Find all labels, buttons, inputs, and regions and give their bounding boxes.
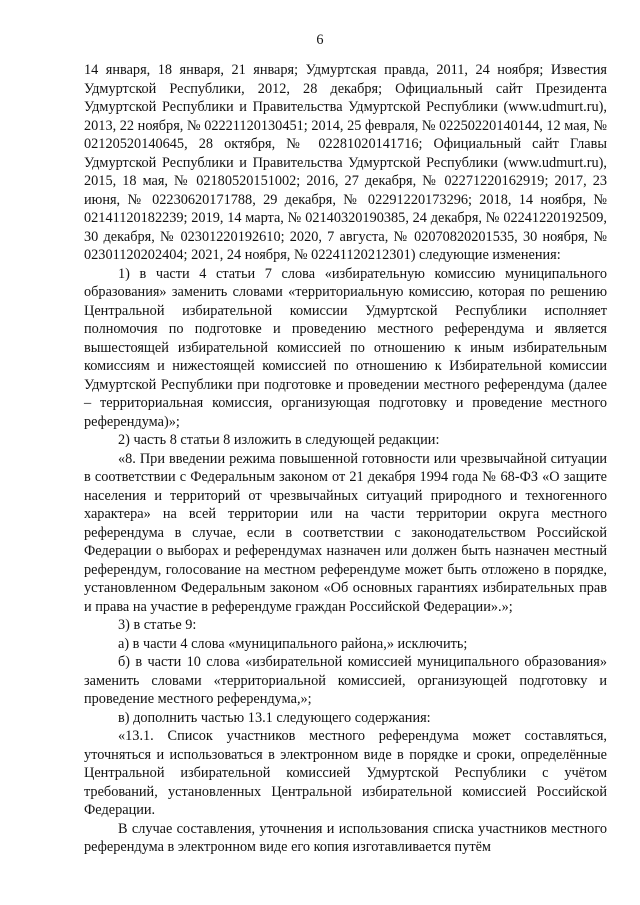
paragraph-item-1: 1) в части 4 статьи 7 слова «избирательную комиссию муниципального образования» заменить словами «территориальную комиссию, которая по решению Центральной избирательной комиссии Удмуртской Республики исполняет полномочия по подготовке и проведению местного референдума и является вышестоящей избирательной комиссией по отношению к иным избирательным комиссиям и нижестоящей комиссией по отношению к Избирательной комиссии Удмуртской Республики при подготовке и проведении местного референдума (далее – территориальная комиссия, организующая подготовку и проведение местного референдума)»; xyxy=(84,265,607,430)
paragraph-subitem-a: а) в части 4 слова «муниципального района,» исключить; xyxy=(118,635,468,652)
document-body xyxy=(84,61,607,857)
page-number: 6 xyxy=(316,32,324,48)
paragraph-subitem-b: б) в части 10 слова «избирательной комиссией муниципального образования» заменить словами «территориальной комиссией, организующей подготовку и проведение местного референдума,»; xyxy=(84,654,607,707)
paragraph-subitem-v: в) дополнить частью 13.1 следующего содержания: xyxy=(118,709,431,726)
paragraph-item-2: 2) часть 8 статьи 8 изложить в следующей редакции: xyxy=(118,432,440,448)
paragraph-publication-list: 14 января, 18 января, 21 января; Удмуртская правда, 2011, 24 ноября; Известия Удмуртской Республики, 2012, 28 декабря; Официальный сайт Президента Удмуртской Республики и Правительства Удмуртской Республики (www.udmurt.ru), 2013, 22 ноября, № 02221120130451; 2014, 25 февраля, № 02250220140144, 12 мая, № 02120520140645, 28 октября, № 02281020141716; Официальный сайт Главы Удмуртской Республики и Правительства Удмуртской Республики (www.udmurt.ru), 2015, 18 мая, № 02180520151002; 2016, 27 декабря, № 02271220162919; 2017, 23 июня, № 02230620171788, 29 декабря, № 02291220173296; 2018, 14 ноября, № 02141120182239; 2019, 14 марта, № 02140320190385, 24 декабря, № 02241220192509, 30 декабря, № 02301220192610; 2020, 7 августа, № 02070820201535, 30 ноября, № 02301120202404; 2021, 24 ноября, № 02241120212301) следующие изменения: xyxy=(84,62,607,263)
paragraph-part-13-1: «13.1. Список участников местного референдума может составляться, уточняться и использоваться в электронном виде в порядке и сроки, определённые Центральной избирательной комиссией Удмуртской Республики с учётом требований, установленных Центральной избирательной комиссией Российской Федерации. xyxy=(84,728,607,818)
paragraph-part-8-text: «8. При введении режима повышенной готовности или чрезвычайной ситуации в соответствии с Федеральным законом от 21 декабря 1994 года № 68-ФЗ «О защите населения и территорий от чрезвычайных ситуаций природного и техногенного характера» на всей территории или на части территории округа местного референдума в случае, если в соответствии с законодательством Российской Федерации о выборах и референдумах назначен или должен быть назначен местный референдум, голосование на местном референдуме может быть отложено в порядке, установленном Федеральным законом «Об основных гарантиях избирательных прав и права на участие в референдуме граждан Российской Федерации».»; xyxy=(84,450,607,615)
paragraph-electronic-list: В случае составления, уточнения и использования списка участников местного референдума в электронном виде его копия изготавливается путём xyxy=(84,820,607,855)
paragraph-item-3: 3) в статье 9: xyxy=(118,617,197,633)
